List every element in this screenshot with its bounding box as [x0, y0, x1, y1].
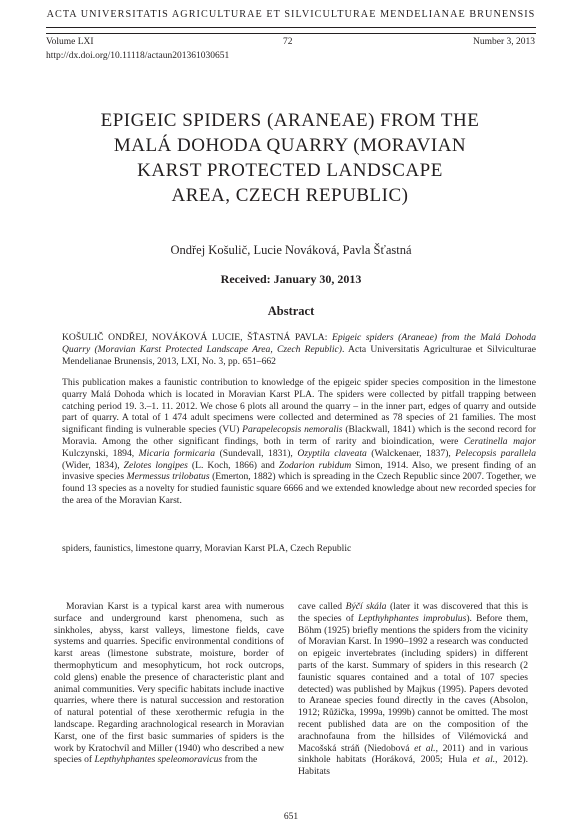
italic-run: Micaria formicaria — [138, 447, 216, 459]
received-date: Received: January 30, 2013 — [220, 272, 362, 286]
text-run: (Emerton, 1882) which is spreading in the Czech Republic since 2007. Together, we found 13 species as a novelty for studied faunistic square 6666 and we extended knowledge about new recorded species for the area of the Moravian Karst. — [62, 471, 536, 506]
header-rule-bottom — [46, 33, 536, 34]
italic-run: Zelotes longipes — [123, 459, 188, 471]
title-line: EPIGEIC SPIDERS (ARANEAE) FROM THE — [100, 110, 480, 131]
page-marker: 72 — [283, 37, 293, 47]
text-run: from the — [222, 754, 258, 766]
article-title — [60, 108, 520, 208]
italic-run: Býčí skála — [345, 601, 387, 612]
italic-run: et al. — [472, 754, 496, 766]
text-run: (Wider, 1834), — [62, 459, 124, 471]
text-run: Simon, 1914. Also, we present finding of an invasive species — [62, 459, 536, 483]
text-run: , 2012). Habitats — [298, 754, 528, 778]
text-run: Kulczynski, 1894, — [62, 447, 139, 459]
citation — [62, 332, 536, 367]
text-run: (Blackwall, 1841) which is the second record for Moravia. Among the other significant findings, both in term of rarity and bioindication, were — [62, 424, 536, 447]
italic-run: Lepthyhphantes speleomoravicus — [94, 754, 223, 766]
italic-run: Pelecopsis parallela — [455, 447, 536, 459]
intro-column-left — [54, 601, 284, 766]
header-rule-top — [46, 27, 536, 28]
volume-label: Volume LXI — [46, 37, 94, 47]
italic-run: Ozyptila claveata — [297, 447, 367, 459]
title-line: KARST PROTECTED LANDSCAPE — [137, 160, 443, 181]
text-run: (L. Koch, 1866) and — [187, 459, 279, 471]
citation-source: . Acta Universitatis Agriculturae et Silviculturae Mendelianae Brunensis, 2013, LXI, No. 3, pp. 651–662 — [62, 343, 536, 367]
italic-run: Zodarion rubidum — [278, 459, 352, 471]
text-run: cave called — [298, 601, 346, 612]
italic-run: et al. — [414, 742, 436, 754]
italic-run: Parapelecopsis nemoralis — [242, 424, 343, 436]
italic-run: Lepthyhphantes improbulus — [358, 612, 467, 624]
title-line: AREA, CZECH REPUBLIC) — [171, 185, 409, 206]
text-run: (Sundevall, 1831), — [215, 447, 298, 459]
text-run: (Walckenaer, 1837), — [366, 447, 456, 459]
page-number: 651 — [283, 812, 299, 822]
keywords: spiders, faunistics, limestone quarry, Moravian Karst PLA, Czech Republic — [62, 543, 352, 554]
title-line: MALÁ DOHODA QUARRY (MORAVIAN — [113, 135, 467, 156]
issue-label: Number 3, 2013 — [472, 37, 535, 47]
citation-authors: KOŠULIČ ONDŘEJ, NOVÁKOVÁ LUCIE, ŠŤASTNÁ PAVLA: — [62, 332, 332, 343]
text-run: ). Before them, Böhm (1925) briefly mentions the spiders from the vicinity of Moravian Karst. In 1990–1992 a research was conducted on epigeic invertebrates (including spiders) in different parts of the karst. Summary of spiders in this research (2 faunistic squares contained and a total of 107 species detected) was published by Majkus (1995). Papers devoted to Araneae species found directly in the caves (Absolon, 1912; Růžička, 1999a, 1999b) cannot be omitted. The most recent published data are on the composition of the arachnofauna from the hillsides of Vilémovická and Macošská stráň (Niedobová — [298, 612, 528, 754]
italic-run: Ceratinella major — [463, 435, 536, 447]
text-run: , 2011) and in various sinkhole habitats (Horáková, 2005; Hula — [298, 742, 529, 766]
abstract-body — [62, 377, 536, 507]
doi-link[interactable]: http://dx.doi.org/10.11118/actaun201361030651 — [46, 51, 230, 61]
abstract-heading: Abstract — [267, 304, 315, 318]
citation-title: Epigeic spiders (Araneae) from the Malá Dohoda Quarry (Moravian Karst Protected Landscape Area, Czech Republic) — [62, 332, 536, 355]
authors: Ondřej Košulič, Lucie Nováková, Pavla Šťastná — [170, 243, 412, 257]
text-run: Moravian Karst is a typical karst area with numerous surface and underground karst phenomena, such as sinkholes, abyss, karst valleys, limestone fields, cave systems and quarries. Specific environmental conditions of karst areas (limestone substrate, moisture, border of thermophyticum and mesophyticum, hot rock outcrops, cold glens) enable the presence of characteristic plant and animal communities. Very specific habitats include inactive quarries, where there is natural succession and restoration of natural potential of these xerothermic refugia in the landscape. Regarding arachnological research in Moravian Karst, one of the first basic summaries of spiders is the work by Kratochvíl and Miller (1940) who described a new species of — [54, 601, 284, 766]
italic-run: Mermessus trilobatus — [126, 471, 210, 483]
intro-column-right — [298, 601, 528, 778]
text-run: This publication makes a faunistic contribution to knowledge of the epigeic spider species composition in the limestone quarry Malá Dohoda which is located in Moravian Karst PLA. The spiders were collected by pitfall trapping between catching period 19. 3.–1. 11. 2012. We chose 6 plots all around the quarry – in the inner part, edges of quarry and outside part of quarry. A total of 1 474 adult specimens were collected and determined as 78 species of 21 families. The most significant finding is vulnerable species (VU) — [62, 377, 536, 436]
journal-name: ACTA UNIVERSITATIS AGRICULTURAE ET SILVICULTURAE MENDELIANAE BRUNENSIS — [46, 9, 536, 20]
text-run: (later it was discovered that this is the species of — [298, 601, 528, 624]
